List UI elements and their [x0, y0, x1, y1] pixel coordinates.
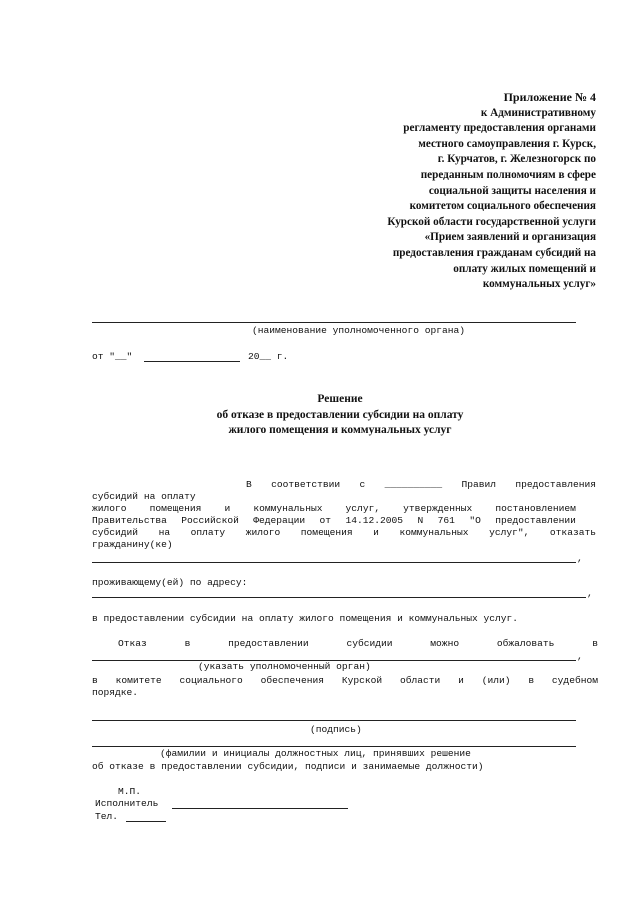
appendix-line: оплату жилых помещений и [453, 262, 596, 275]
date-from: от "__" [92, 351, 133, 362]
body-line: В соответствии с __________ Правил предоставления [246, 479, 596, 490]
document-title [0, 392, 640, 439]
appendix-line: Курской области государственной услуги [387, 215, 596, 228]
citizen-name-line [92, 562, 576, 563]
address-line [92, 597, 586, 598]
phone-line [126, 821, 166, 822]
appendix-line: Приложение № 4 [503, 90, 596, 104]
officials-caption: (фамилии и инициалы должностных лиц, принявших решение [160, 748, 471, 759]
title-line: Решение [317, 393, 363, 405]
officials-line [92, 746, 576, 747]
authority-hint: (указать уполномоченный орган) [198, 661, 371, 672]
residing-label: проживающему(ей) по адресу: [92, 577, 248, 588]
title-line: жилого помещения и коммунальных услуг [228, 424, 452, 436]
authority-caption: (наименование уполномоченного органа) [252, 325, 466, 336]
appeal-line: Отказ в предоставлении субсидии можно обжаловать в [118, 638, 598, 649]
signature-caption: (подпись) [310, 724, 362, 735]
appendix-line: к Административному [480, 106, 596, 119]
signature-line [92, 720, 576, 721]
phone-label: Тел. [95, 811, 119, 822]
appendix-line: предоставления гражданам субсидий на [392, 246, 596, 259]
comma: , [577, 553, 583, 564]
body-line: субсидий на оплату [92, 491, 196, 502]
stamp-label: М.П. [118, 786, 142, 797]
comma: , [587, 588, 593, 599]
body-line: субсидий на оплату жилого помещения и коммунальных услуг", отказать [92, 527, 596, 538]
refusal-text: в предоставлении субсидии на оплату жилого помещения и коммунальных услуг. [92, 613, 519, 624]
committee-line: в комитете социального обеспечения Курской области и (или) в судебном [92, 675, 598, 686]
date-year: 20__ г. [248, 351, 289, 362]
court-text: порядке. [92, 687, 139, 698]
officials-caption: об отказе в предоставлении субсидии, подписи и занимаемые должности) [92, 761, 484, 772]
title-line: об отказе в предоставлении субсидии на оплату [216, 408, 464, 421]
appendix-line: местного самоуправления г. Курск, [418, 137, 596, 150]
appendix-line: коммунальных услуг» [482, 278, 596, 291]
appendix-line: переданным полномочиям в сфере [420, 168, 596, 181]
body-line: жилого помещения и коммунальных услуг, утвержденных постановлением [92, 503, 576, 514]
executor-label: Исполнитель [95, 798, 159, 809]
appendix-line: г. Курчатов, г. Железногорск по [437, 153, 596, 166]
appendix-line: регламенту предоставления органами [403, 122, 596, 135]
executor-line [172, 808, 348, 809]
appendix-line: «Прием заявлений и организация [424, 231, 596, 244]
appendix-line: социальной защиты населения и [428, 184, 596, 197]
appendix-header [296, 90, 596, 293]
appendix-line: комитетом социального обеспечения [409, 200, 596, 213]
date-month-line [144, 361, 240, 362]
body-line: Правительства Российской Федерации от 14.12.2005 N 761 "О предоставлении [92, 515, 576, 526]
body-line: гражданину(ке) [92, 539, 173, 550]
authority-name-line [92, 322, 576, 323]
comma: , [577, 651, 583, 662]
